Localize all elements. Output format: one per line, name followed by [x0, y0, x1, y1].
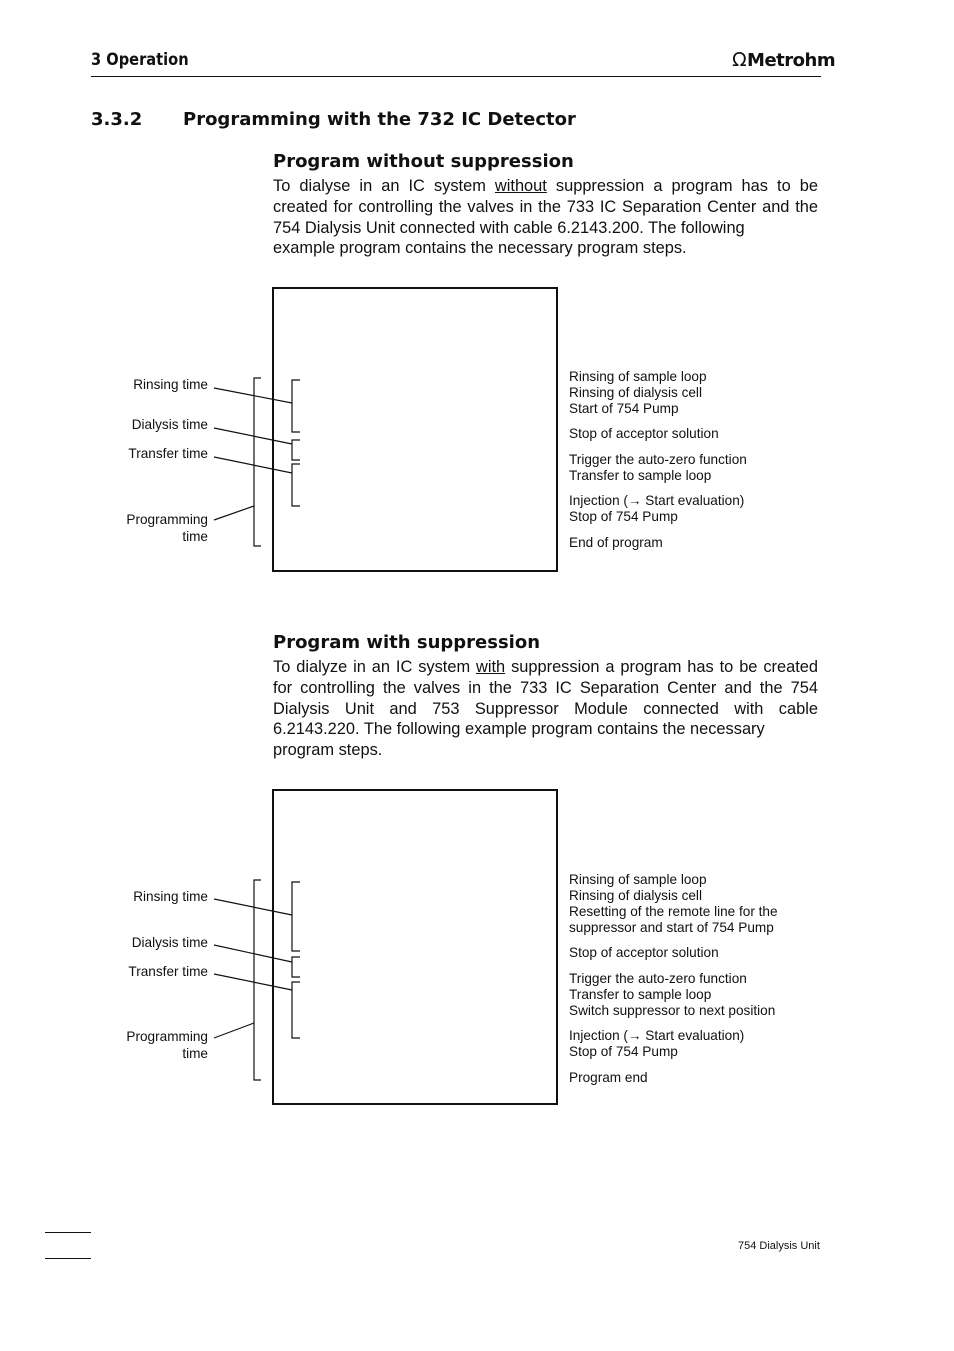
- section-title: Programming with the 732 IC Detector: [183, 109, 576, 130]
- step-group-4: Injection (→ Start evaluation) Stop of 754 Pump: [569, 493, 745, 524]
- step-group-1: Rinsing of sample loop Rinsing of dialysis cell Start of 754 Pump: [569, 369, 707, 416]
- label-dialysis-time-2: Dialysis time: [131, 935, 208, 950]
- leader-programming: [214, 506, 254, 520]
- section-number: 3.3.2: [91, 109, 143, 130]
- label-transfer-time: Transfer time: [128, 446, 208, 461]
- step-group-3: Trigger the auto-zero function Transfer to sample loop: [569, 452, 747, 483]
- heading-without-suppression: Program without suppression: [273, 151, 574, 172]
- step-group-with-3: Trigger the auto-zero function Transfer to sample loop Switch suppressor to next position: [569, 971, 776, 1018]
- leader-rinsing: [214, 388, 292, 403]
- step-group-5: End of program: [569, 535, 663, 550]
- label-programming-time-2: Programming time: [126, 1029, 208, 1061]
- bracket-rinsing-time-2: [292, 882, 300, 951]
- emphasis-without: without: [494, 177, 547, 195]
- logo-text: Metrohm: [747, 49, 836, 71]
- leader-dialysis-2: [214, 945, 292, 962]
- label-programming-time: Programming time: [126, 512, 208, 544]
- step-group-with-1: Rinsing of sample loop Rinsing of dialysis cell Resetting of the remote line for the suppressor and start of 754 Pump: [569, 872, 778, 935]
- label-rinsing-time: Rinsing time: [133, 377, 208, 392]
- leader-transfer: [214, 457, 292, 473]
- bracket-transfer-time: [292, 464, 300, 506]
- bracket-transfer-time-2: [292, 982, 300, 1038]
- footer-rule-top: [45, 1232, 91, 1233]
- leader-dialysis: [214, 428, 292, 444]
- step-group-with-5: Program end: [569, 1070, 648, 1085]
- footer-rule-bottom: [45, 1258, 91, 1259]
- label-transfer-time-2: Transfer time: [128, 964, 208, 979]
- heading-with-suppression: Program with suppression: [273, 632, 541, 653]
- bracket-dialysis-time-2: [292, 957, 300, 977]
- bracket-programming-time-2: [254, 880, 261, 1080]
- step-group-with-4: Injection (→ Start evaluation) Stop of 754 Pump: [569, 1028, 745, 1059]
- emphasis-with: with: [476, 658, 506, 676]
- paragraph-with-suppression: To dialyze in an IC system with suppression a program has to be created for controlling the valves in the 733 IC Separation Center and the 754 Dialysis Unit and 753 Suppressor Module connected with cable 6.2143.220. The following example program contains the necessary program steps.: [273, 658, 818, 760]
- step-group-2: Stop of acceptor solution: [569, 426, 719, 441]
- bracket-programming-time: [254, 378, 261, 546]
- leader-transfer-2: [214, 974, 292, 990]
- paragraph-without-suppression: To dialyse in an IC system without suppression a program has to be created for controlling the valves in the 733 IC Separation Center and the 754 Dialysis Unit connected with cable 6.2143.200. The following example program contains the necessary program steps.: [273, 177, 818, 258]
- leader-rinsing-2: [214, 899, 292, 915]
- bracket-rinsing-time: [292, 380, 300, 432]
- bracket-dialysis-time: [292, 440, 300, 460]
- step-group-with-2: Stop of acceptor solution: [569, 945, 719, 960]
- leader-programming-2: [214, 1023, 254, 1038]
- footer-product-name: 754 Dialysis Unit: [738, 1240, 820, 1252]
- label-dialysis-time: Dialysis time: [131, 417, 208, 432]
- running-header-chapter: 3 Operation: [91, 50, 189, 70]
- label-rinsing-time-2: Rinsing time: [133, 889, 208, 904]
- omega-logo-icon: Ω: [732, 49, 747, 71]
